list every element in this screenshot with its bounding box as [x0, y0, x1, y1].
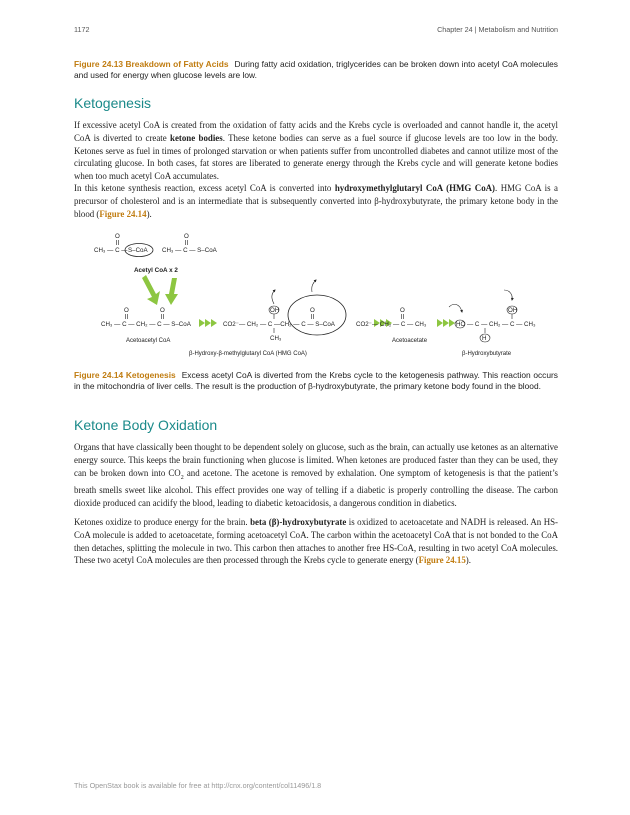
svg-text:CH₃: CH₃	[270, 335, 282, 342]
subscript: 2	[180, 474, 184, 481]
svg-text:H: H	[482, 335, 487, 342]
acetyl-coa-label: Acetyl CoA x 2	[134, 267, 178, 274]
figure-link[interactable]: Figure 24.14	[99, 208, 147, 219]
svg-text:S–CoA: S–CoA	[128, 247, 148, 254]
text-run: . HMG CoA is a precursor of cholesterol and is an intermediate that is subsequently converted into β-hydroxybutyrate, the primary ketone body in the blood (	[74, 183, 558, 219]
text-run: . These ketone bodies can serve as a fuel source if glucose levels are too low in the body. Ketones serve as fuel in times of prolonged starvation or when patients suffer from uncontrolled diabetes and cannot utilize most of the circulating glucose. In both cases, fat stores are liberated to generate energy through the Krebs cycle and will generate ketone bodies when too much acetyl CoA accumulates.	[74, 132, 558, 182]
section-heading-ketone-body-oxidation: Ketone Body Oxidation	[74, 417, 218, 433]
svg-text:OH: OH	[508, 307, 518, 314]
text-run: ).	[146, 208, 152, 219]
text-run: Organs that have classically been thought to be dependent solely on glucose, such as the brain, can actually use ketones as an alternative energy source. This keeps the brain functioning when glucose is limited. When ketones are produced faster than they can be used, they can be broken down into CO	[74, 442, 558, 478]
svg-text:O: O	[115, 233, 120, 240]
figure-label: Figure 24.13 Breakdown of Fatty Acids	[74, 59, 229, 69]
text-run: and acetone. The acetone is removed by exhalation. One symptom of ketogenesis is that the patient’s breath smells sweet like alcohol. This effect provides one way of telling if a diabetic is properly controlling the disease. The carbon dioxide produced can acidify the blood, leading to diabetic ketoacidosis, a dangerous condition in diabetics.	[74, 467, 559, 508]
svg-text:O: O	[124, 307, 129, 314]
svg-text:O: O	[310, 307, 315, 314]
svg-text:O: O	[400, 307, 405, 314]
text-run: Ketones oxidize to produce energy for the brain.	[74, 517, 251, 527]
page-number: 1172	[74, 25, 90, 34]
caption-text: During fatty acid oxidation, triglycerides can be broken down into acetyl CoA molecules and used for energy when glucose levels are low.	[74, 59, 558, 80]
caption-text: Excess acetyl CoA is diverted from the Krebs cycle to the ketogenesis pathway. This reaction occurs in the mitochondria of liver cells. The result is the production of β-hydroxybutyrate, the primary ketone body found in the blood.	[74, 370, 558, 391]
ketogenesis-diagram	[74, 228, 558, 363]
bold-term: beta (β)-hydroxybutyrate	[250, 517, 347, 527]
paragraph	[74, 182, 558, 220]
svg-text:O: O	[160, 307, 165, 314]
page-footer: This OpenStax book is available for free at http://cnx.org/content/col11496/1.8	[74, 781, 322, 790]
label-hmg-coa: β-Hydroxy-β-methylglutaryl CoA (HMG CoA)	[189, 351, 307, 357]
section-heading-ketogenesis: Ketogenesis	[74, 95, 152, 111]
text-run: ).	[465, 555, 471, 566]
figure-link[interactable]: Figure 24.15	[418, 555, 466, 566]
bold-term: ketone bodies	[170, 132, 223, 143]
label-acetoacetyl-coa: Acetoacetyl CoA	[126, 338, 171, 344]
figure-caption-24-13	[74, 59, 558, 81]
paragraph	[74, 516, 558, 567]
svg-text:CO2⁻— CH₂ — C — CH₃: CO2⁻— CH₂ — C — CH₃	[356, 321, 427, 328]
text-run: is oxidized to acetoacetate and NADH is released. An HS-CoA molecule is added to acetoacetate, forming acetoacetyl CoA. The carbon within the acetoacetyl CoA that is not bonded to the CoA then detaches, splitting the molecule in two. This carbon then attaches to another free HS-CoA, resulting in two acetyl CoA molecules. These two acetyl CoA molecules are then processed through the Krebs cycle to generate energy (	[74, 517, 558, 566]
paragraph	[74, 119, 558, 183]
figure-label: Figure 24.14 Ketogenesis	[74, 370, 176, 380]
svg-text:CH₃ — C — S–CoA: CH₃ — C — S–CoA	[162, 247, 217, 254]
green-arrows-down	[142, 275, 178, 305]
paragraph	[74, 441, 558, 510]
label-beta-hydroxybutyrate: β-Hydroxybutyrate	[462, 351, 512, 357]
svg-text:O: O	[184, 233, 189, 240]
svg-text:CH₃ — C —: CH₃ — C —	[94, 247, 128, 254]
text-run: In this ketone synthesis reaction, excess acetyl CoA is converted into	[74, 183, 335, 193]
bold-term: hydroxymethylglutaryl CoA (HMG CoA)	[334, 183, 496, 193]
label-acetoacetate: Acetoacetate	[392, 338, 428, 344]
text-run: If excessive acetyl CoA is created from the oxidation of fatty acids and the Krebs cycle is overloaded and cannot handle it, the acetyl CoA is diverted to create	[74, 120, 558, 143]
figure-caption-24-14	[74, 370, 558, 392]
svg-text:CO2⁻— CH₂ — C —CH₂ — C — S–CoA: CO2⁻— CH₂ — C —CH₂ — C — S–CoA	[223, 321, 335, 328]
svg-text:OH: OH	[270, 307, 280, 314]
svg-text:CH₃ — C — CH₂ — C — S–CoA: CH₃ — C — CH₂ — C — S–CoA	[101, 321, 191, 328]
chapter-header: Chapter 24 | Metabolism and Nutrition	[437, 25, 558, 34]
reaction-row	[101, 280, 536, 342]
acetyl-coa-pair	[94, 233, 218, 257]
svg-text:HO — C — CH₂ — C — CH₃: HO — C — CH₂ — C — CH₃	[456, 321, 536, 328]
